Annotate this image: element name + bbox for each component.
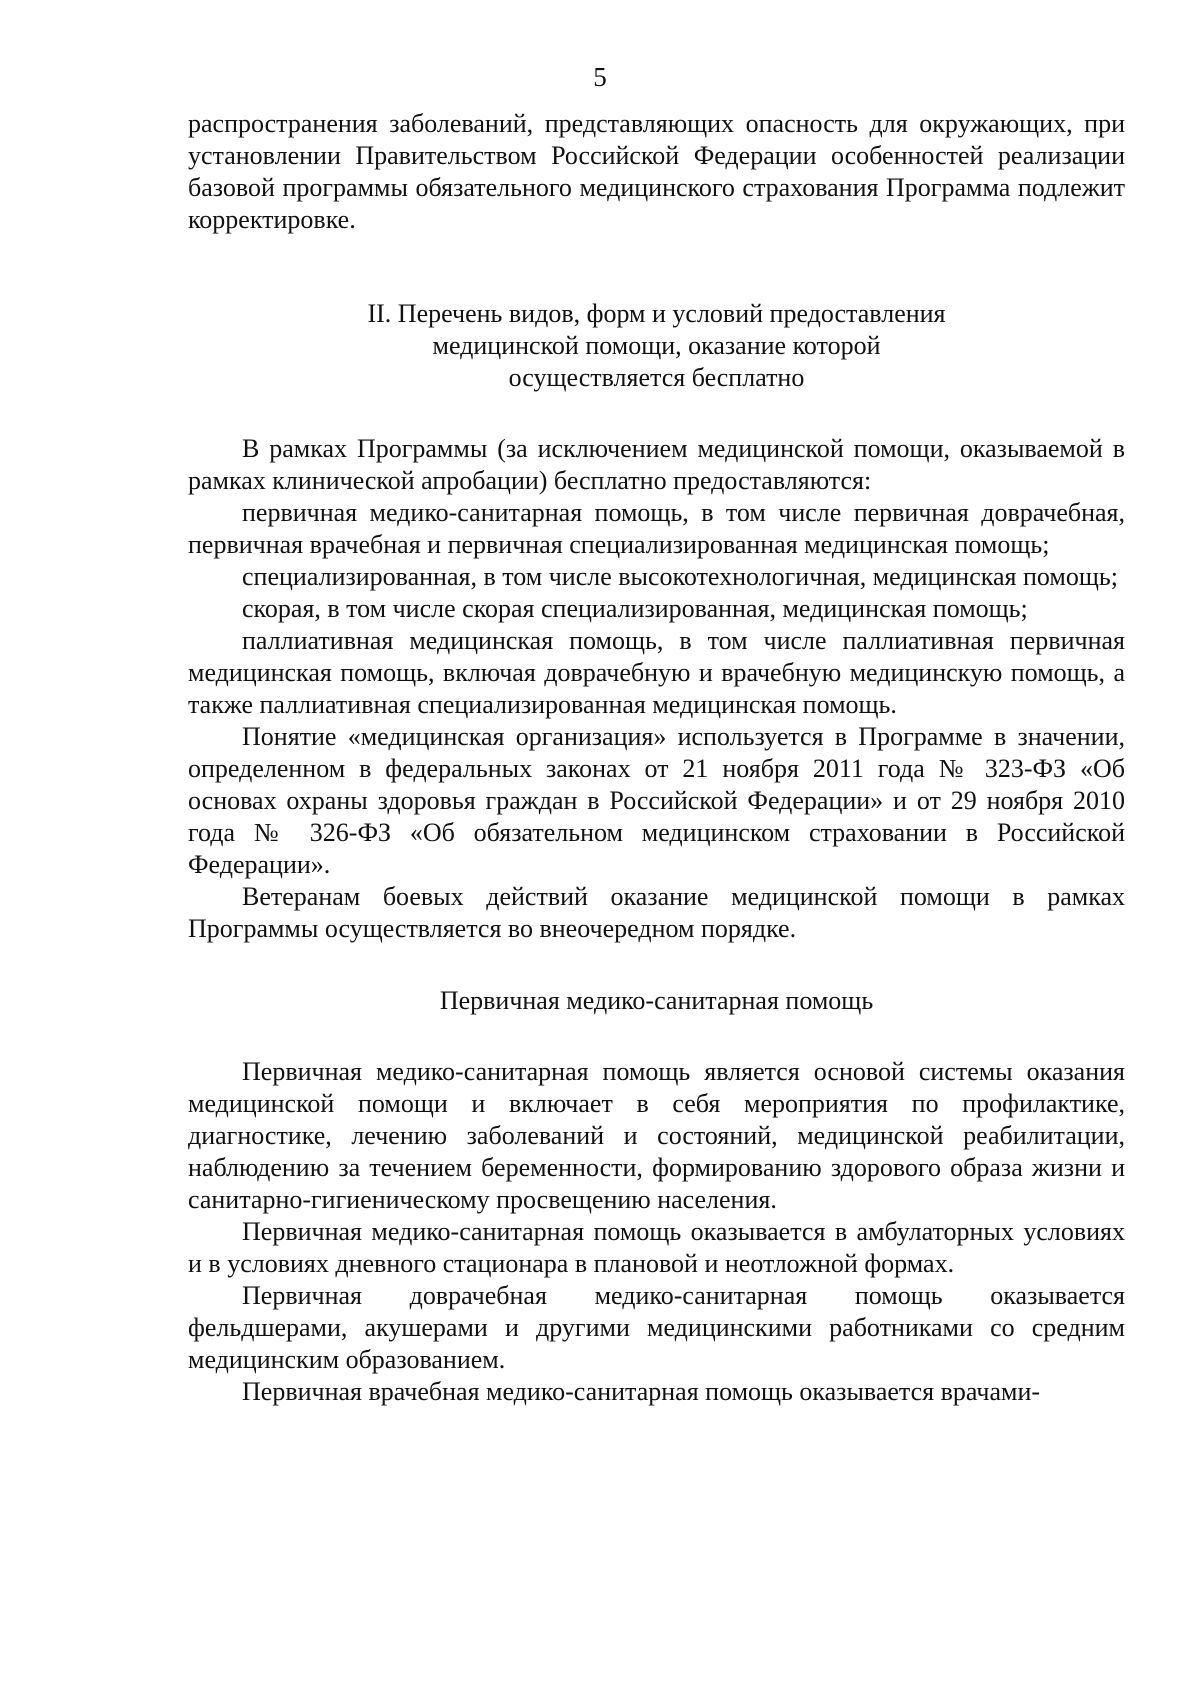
continuation-paragraph: распространения заболеваний, представляющих опасность для окружающих, при установлении Правительством Российской Федерации особенностей реализации базовой программы обязательного медицинского страхования Программа подлежит корректировке.: [188, 109, 1125, 234]
section-heading-line: осуществляется бесплатно: [508, 363, 805, 392]
section-paragraph: Понятие «медицинская организация» используется в Программе в значении, определенном в федеральных законах от 21 ноября 2011 года № 323-ФЗ «Об основах охраны здоровья граждан в Российской Федерации» и от 29 ноября 2010 года № 326-ФЗ «Об обязательном медицинском страховании в Российской Федерации».: [188, 722, 1125, 879]
subsection-paragraph: Первичная доврачебная медико-санитарная помощь оказывается фельдшерами, акушерами и другими медицинскими работниками со средним медицинским образованием.: [188, 1281, 1125, 1374]
subsection-paragraph: Первичная медико-санитарная помощь оказывается в амбулаторных условиях и в условиях дневного стационара в плановой и неотложной формах.: [188, 1217, 1125, 1278]
section-heading-line: II. Перечень видов, форм и условий предоставления: [367, 299, 946, 328]
subsection-last-line: Первичная врачебная медико-санитарная помощь оказывается врачами-: [242, 1377, 1041, 1406]
section-paragraph: скорая, в том числе скорая специализированная, медицинская помощь;: [242, 594, 1028, 623]
section-paragraph: первичная медико-санитарная помощь, в том числе первичная доврачебная, первичная врачебная и первичная специализированная медицинская помощь;: [188, 498, 1125, 559]
subsection-paragraph: Первичная медико-санитарная помощь является основой системы оказания медицинской помощи и включает в себя мероприятия по профилактике, диагностике, лечению заболеваний и состояний, медицинской реабилитации, наблюдению за течением беременности, формированию здорового образа жизни и санитарно-гигиеническому просвещению населения.: [188, 1057, 1125, 1214]
document-body: [188, 108, 1125, 1408]
section-paragraph: паллиативная медицинская помощь, в том числе паллиативная первичная медицинская помощь, включая доврачебную и врачебную медицинскую помощь, а также паллиативная специализированная медицинская помощь.: [188, 626, 1125, 719]
page-number: 5: [593, 62, 607, 92]
section-paragraph: специализированная, в том числе высокотехнологичная, медицинская помощь;: [242, 562, 1118, 591]
subsection-heading: Первичная медико-санитарная помощь: [439, 986, 874, 1015]
section-paragraph: В рамках Программы (за исключением медицинской помощи, оказываемой в рамках клинической апробации) бесплатно предоставляются:: [188, 434, 1125, 495]
section-heading: [188, 298, 1125, 394]
section-heading-line: медицинской помощи, оказание которой: [432, 331, 881, 360]
section-paragraph: Ветеранам боевых действий оказание медицинской помощи в рамках Программы осуществляется во внеочередном порядке.: [188, 882, 1125, 943]
